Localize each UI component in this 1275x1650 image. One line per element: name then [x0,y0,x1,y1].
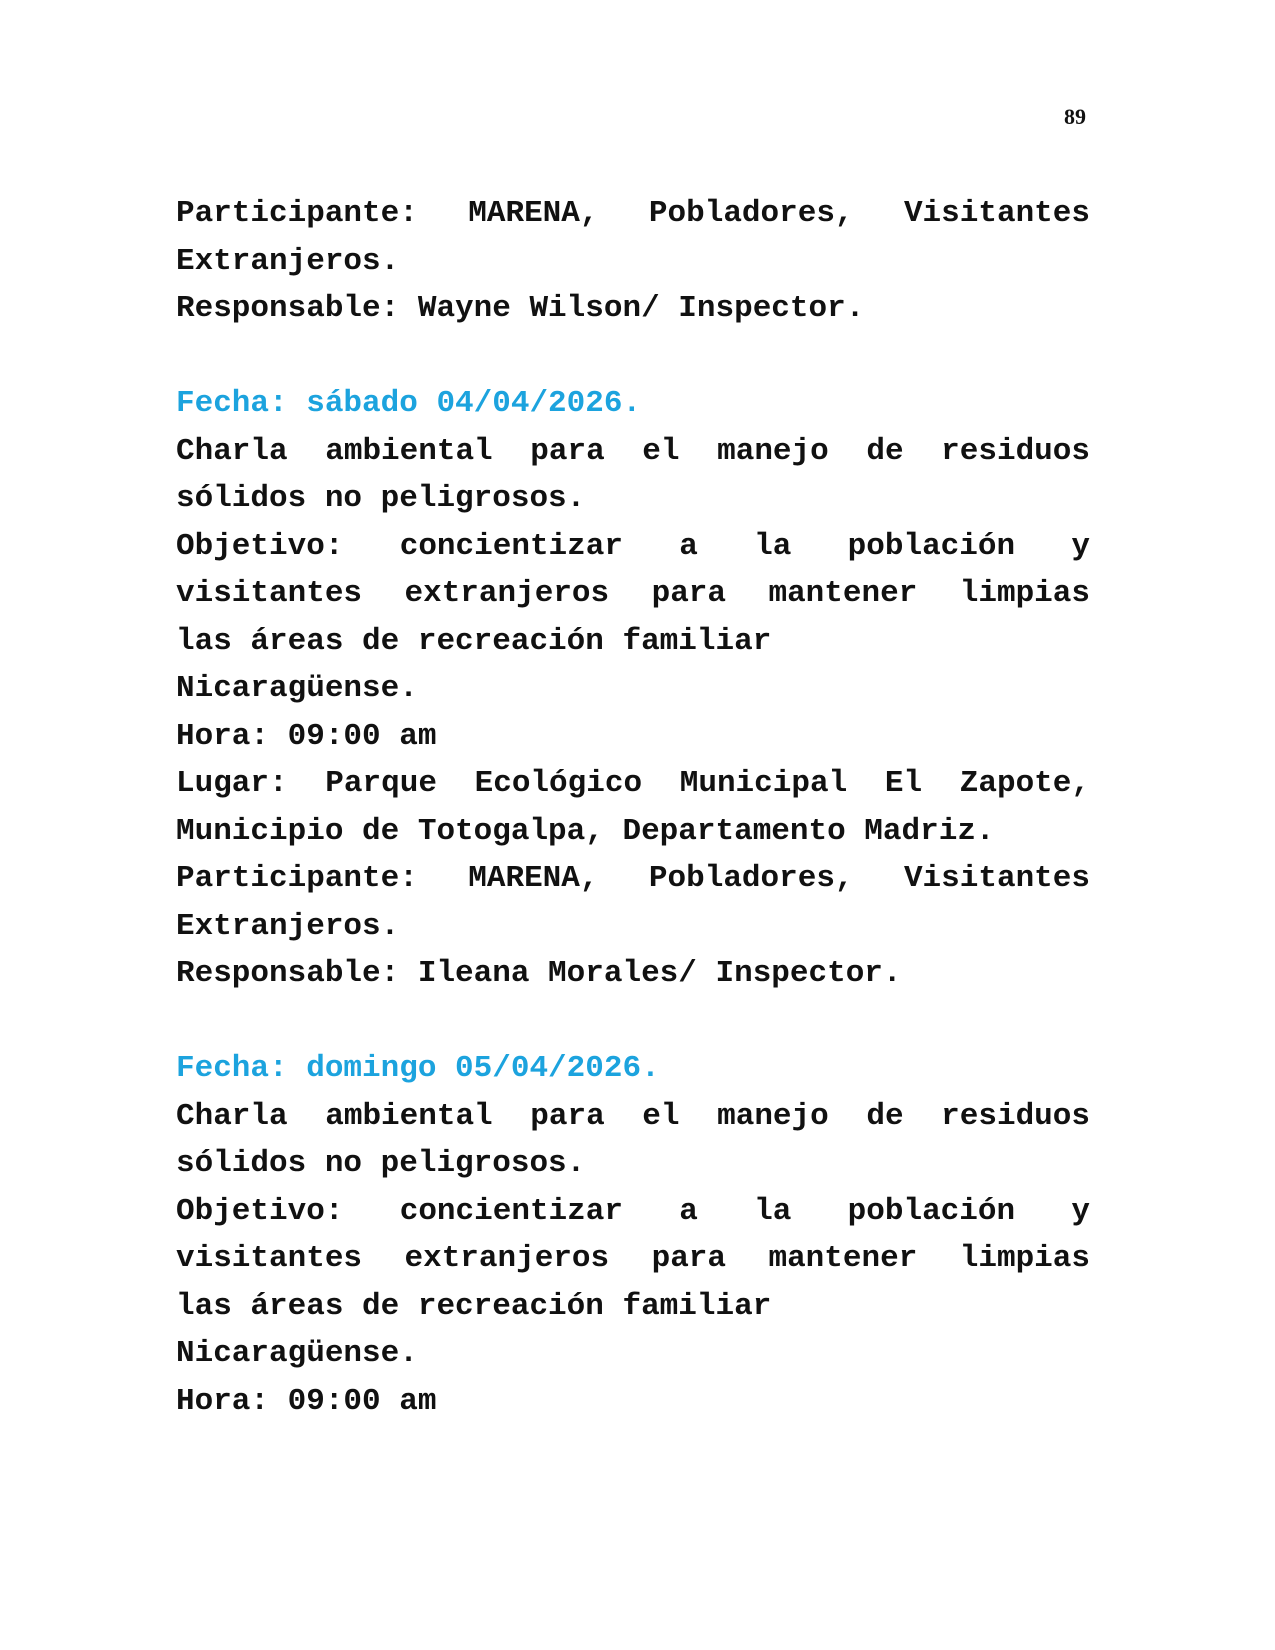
hora-line: Hora: 09:00 am [176,718,437,754]
objetivo-line-continued: las áreas de recreación familiar [176,1288,772,1324]
objetivo-line-continued: visitantes extranjeros para mantener limpias [176,576,1090,611]
responsable-line: Responsable: Wayne Wilson/ Inspector. [176,291,865,326]
document-body [176,190,1090,1425]
objetivo-line: Objetivo: concientizar a la población y [176,1193,1090,1229]
charla-line: Charla ambiental para el manejo de residuos [176,1098,1090,1134]
participante-line: Participante: MARENA, Pobladores, Visitantes [176,196,1090,231]
objetivo-line-end: Nicaragüense. [176,1336,418,1371]
participante-line-continued: Extranjeros. [176,243,400,279]
responsable-line: Responsable: Ileana Morales/ Inspector. [176,956,902,991]
objetivo-line: Objetivo: concientizar a la población y [176,528,1090,564]
lugar-line-continued: Municipio de Totogalpa, Departamento Madriz. [176,813,995,849]
event-date-heading: Fecha: domingo 05/04/2026. [176,1051,660,1086]
participante-line-continued: Extranjeros. [176,908,400,944]
event-section-saturday [176,380,1090,998]
lugar-line: Lugar: Parque Ecológico Municipal El Zapote, [176,766,1090,801]
page-number: 89 [1064,104,1086,129]
section-spacer [176,998,1090,1046]
objetivo-line-continued: las áreas de recreación familiar [176,623,772,659]
hora-line: Hora: 09:00 am [176,1383,437,1419]
event-section-sunday [176,1045,1090,1425]
objetivo-line-end: Nicaragüense. [176,671,418,706]
event-date-heading: Fecha: sábado 04/04/2026. [176,386,642,421]
charla-line-continued: sólidos no peligrosos. [176,1146,586,1181]
charla-line-continued: sólidos no peligrosos. [176,481,586,516]
section-spacer [176,333,1090,381]
objetivo-line-continued: visitantes extranjeros para mantener limpias [176,1241,1090,1276]
charla-line: Charla ambiental para el manejo de residuos [176,433,1090,469]
intro-section [176,190,1090,333]
participante-line: Participante: MARENA, Pobladores, Visitantes [176,861,1090,896]
